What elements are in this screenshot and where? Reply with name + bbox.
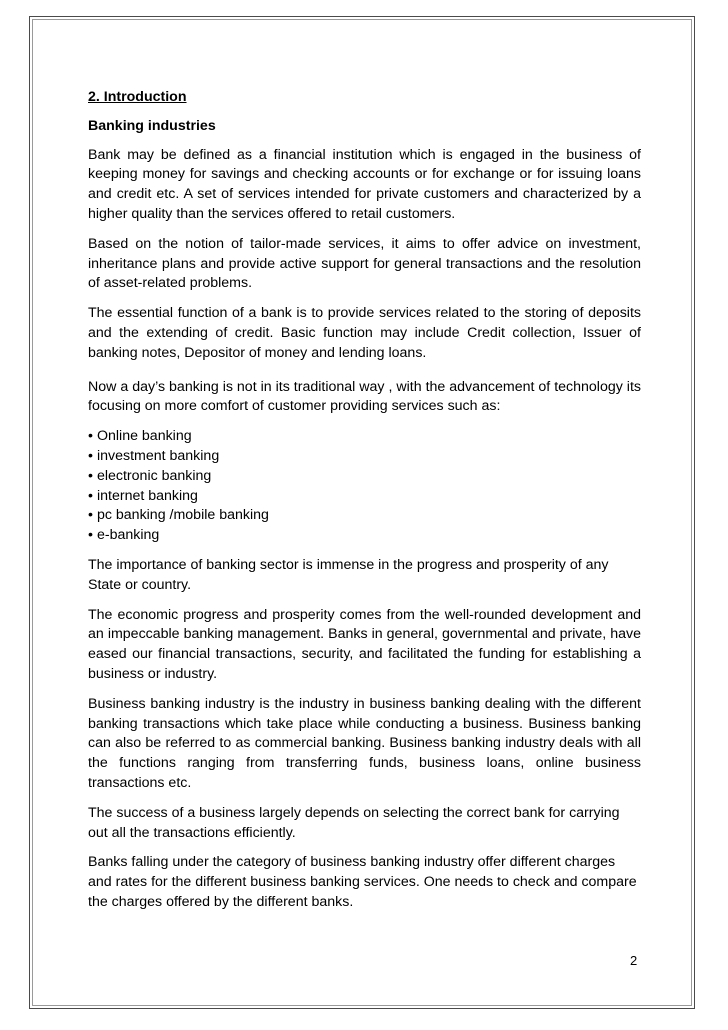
paragraph: Business banking industry is the industry in business banking dealing with the different banking transactions which take place while conducting a business. Business banking can also be referred to as commercial banking. Business banking industry deals with all the functions ranging from transferring funds, business loans, online business transactions etc. <box>88 695 641 791</box>
list-item <box>88 506 641 526</box>
paragraph: Bank may be defined as a financial institution which is engaged in the business of keeping money for savings and checking accounts or for exchange or for issuing loans and credit etc. A set of services intended for private customers and characterized by a higher quality than the services offered to retail customers. <box>88 146 641 222</box>
list-item-label: Online banking <box>96 428 192 445</box>
subheading: Banking industries <box>88 117 216 134</box>
bullet-icon: • <box>88 487 93 504</box>
bullet-list <box>88 427 641 546</box>
paragraph: The success of a business largely depends on selecting the correct bank for carrying out all the transactions efficiently. <box>88 804 620 841</box>
bullet-icon: • <box>88 527 93 544</box>
list-item <box>88 487 641 507</box>
bullet-icon: • <box>88 447 93 464</box>
page-number: 2 <box>630 953 638 968</box>
document-body <box>88 88 641 923</box>
paragraph: The essential function of a bank is to provide services related to the storing of deposits and the extending of credit. Basic function may include Credit collection, Issuer of banking notes, Depositor of money and lending loans. <box>88 305 641 361</box>
paragraph: Now a day’s banking is not in its traditional way , with the advancement of technology its focusing on more comfort of customer providing services such as: <box>88 378 641 415</box>
paragraph: Based on the notion of tailor-made services, it aims to offer advice on investment, inheritance plans and provide active support for general transactions and the resolution of asset-related problems. <box>88 235 641 292</box>
list-item <box>88 447 641 467</box>
list-item <box>88 526 641 546</box>
list-item-label: pc banking /mobile banking <box>96 507 269 524</box>
list-item <box>88 467 641 487</box>
section-heading: 2. Introduction <box>88 89 187 105</box>
list-item-label: internet banking <box>96 487 198 504</box>
bullet-icon: • <box>88 467 93 484</box>
paragraph: The economic progress and prosperity comes from the well-rounded development and an impeccable banking management. Banks in general, governmental and private, have eased our financial transactions, security, and facilitated the funding for establishing a business or industry. <box>88 606 641 682</box>
paragraph: Banks falling under the category of business banking industry offer different charges and rates for the different business banking services. One needs to check and compare the charges offered by the different banks. <box>88 854 637 910</box>
list-item-label: e-banking <box>96 527 160 544</box>
bullet-icon: • <box>88 507 93 524</box>
list-item <box>88 427 641 447</box>
paragraph: The importance of banking sector is immense in the progress and prosperity of any State or country. <box>88 556 609 593</box>
bullet-icon: • <box>88 428 93 445</box>
list-item-label: investment banking <box>96 447 220 464</box>
list-item-label: electronic banking <box>96 467 212 484</box>
